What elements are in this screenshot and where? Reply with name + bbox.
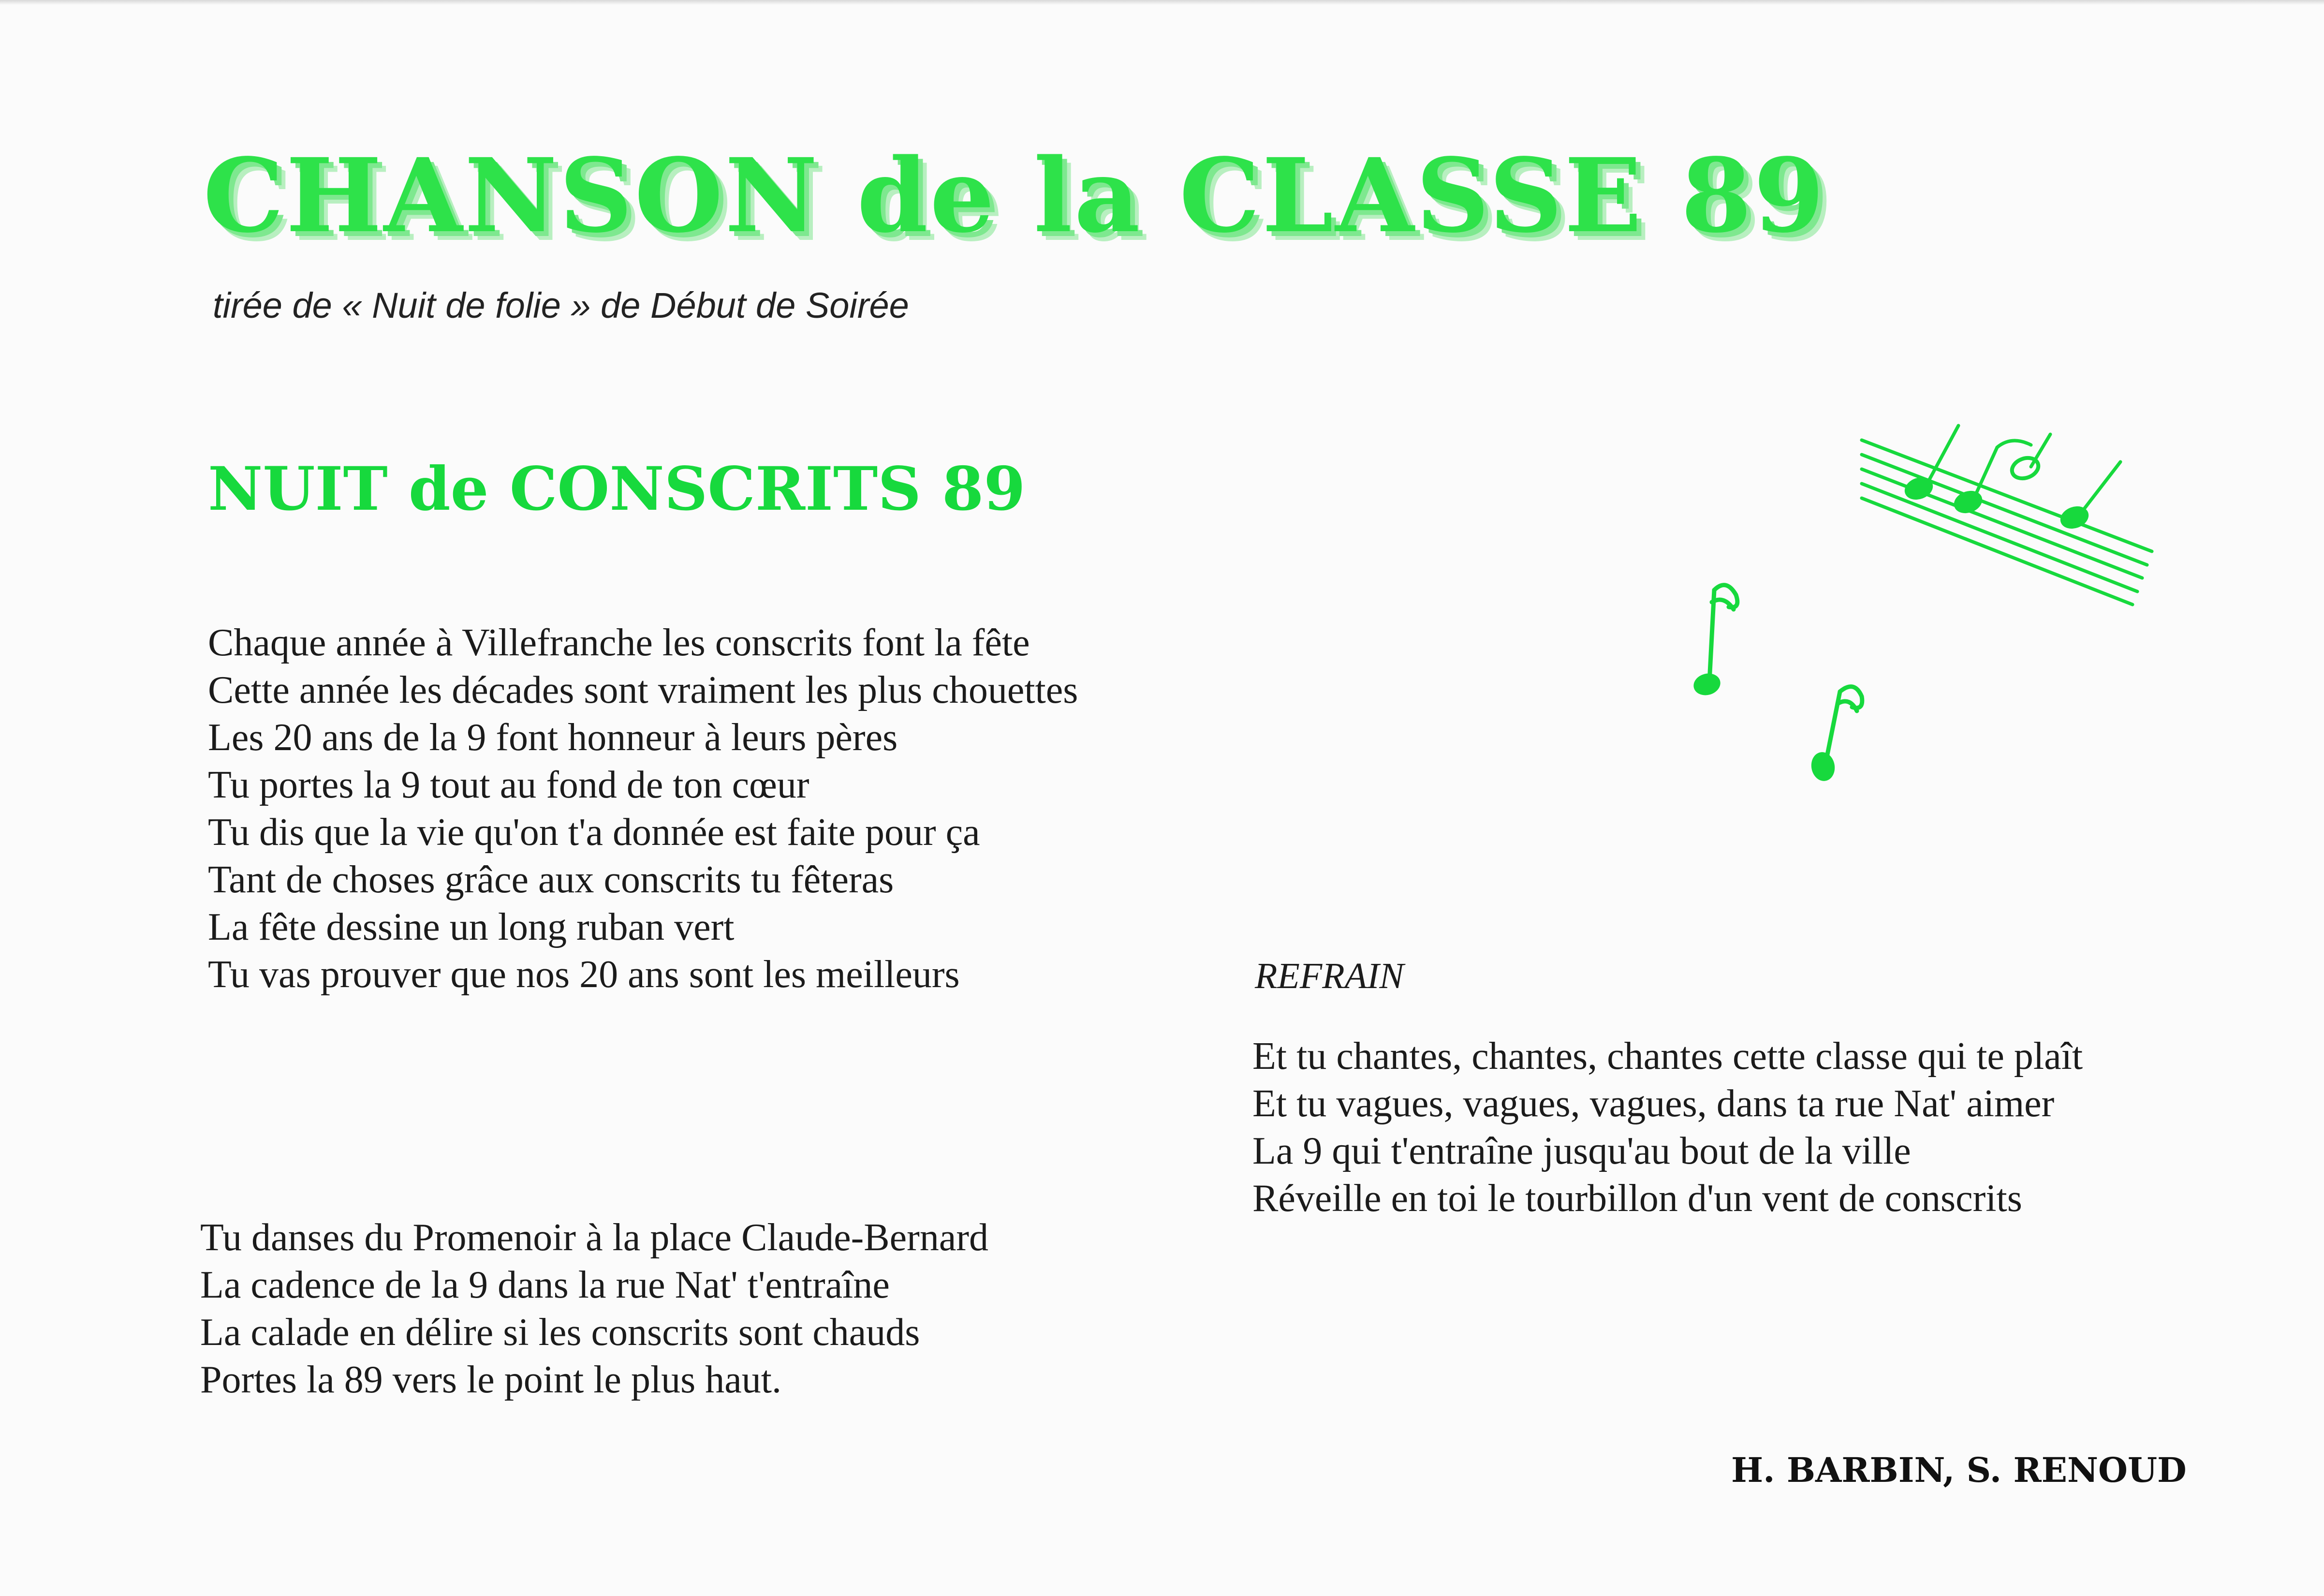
song-title: NUIT de CONSCRITS 89 <box>208 454 1026 524</box>
lyric-line: Les 20 ans de la 9 font honneur à leurs pères <box>208 716 898 759</box>
lyric-line: La fête dessine un long ruban vert <box>208 906 735 948</box>
verse-1 <box>208 619 1078 998</box>
lyric-line: Tu vas prouver que nos 20 ans sont les meilleurs <box>208 953 960 996</box>
authors: H. BARBIN, S. RENOUD <box>1731 1450 2187 1490</box>
lyric-line: Tu danses du Promenoir à la place Claude-Bernard <box>200 1216 988 1259</box>
music-notes-icon <box>1663 382 2171 803</box>
main-title: CHANSON de la CLASSE 89 <box>203 136 1826 255</box>
refrain-label: REFRAIN <box>1255 956 1404 996</box>
lyric-line: La calade en délire si les conscrits sont chauds <box>200 1311 920 1354</box>
lyric-line: Réveille en toi le tourbillon d'un vent de conscrits <box>1252 1177 2022 1220</box>
lyric-line: Portes la 89 vers le point le plus haut. <box>200 1359 782 1401</box>
lyric-line: Chaque année à Villefranche les conscrits font la fête <box>208 621 1030 664</box>
lyric-line: Cette année les décades sont vraiment les plus chouettes <box>208 669 1078 711</box>
lyric-line: La 9 qui t'entraîne jusqu'au bout de la ville <box>1252 1130 1911 1172</box>
lyric-line: Tu dis que la vie qu'on t'a donnée est faite pour ça <box>208 811 980 854</box>
verse-2 <box>200 1214 988 1404</box>
lyric-line: Tant de choses grâce aux conscrits tu fêteras <box>208 858 894 901</box>
lyric-line: Et tu vagues, vagues, vagues, dans ta rue Nat' aimer <box>1252 1082 2055 1125</box>
lyric-line: Tu portes la 9 tout au fond de ton cœur <box>208 764 809 806</box>
sheet-edge <box>0 0 2324 5</box>
lyric-line: La cadence de la 9 dans la rue Nat' t'entraîne <box>200 1264 890 1306</box>
subtitle: tirée de « Nuit de folie » de Début de Soirée <box>213 285 909 325</box>
refrain <box>1252 1033 2083 1222</box>
lyric-line: Et tu chantes, chantes, chantes cette classe qui te plaît <box>1252 1035 2083 1078</box>
